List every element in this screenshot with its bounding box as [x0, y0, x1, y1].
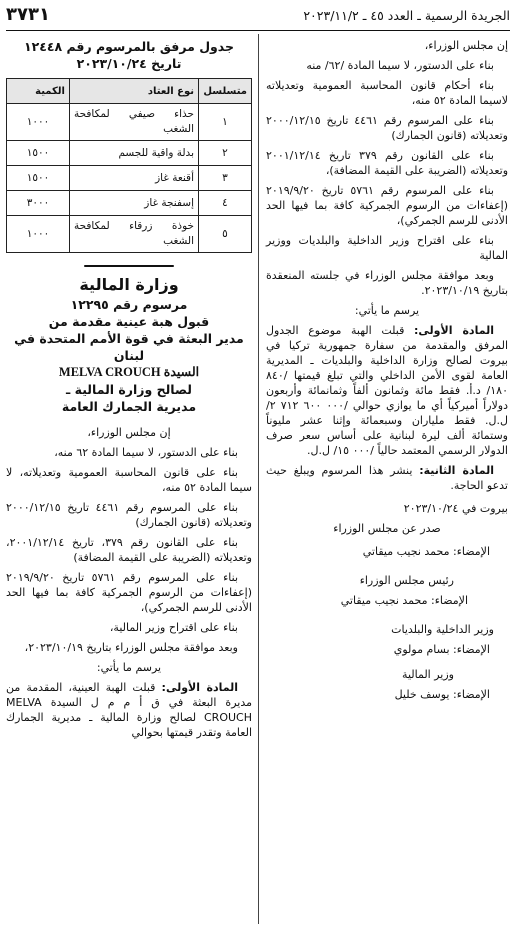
rc-para-0: إن مجلس الوزراء،: [424, 39, 508, 52]
signature-title: رئيس مجلس الوزراء: [359, 574, 454, 587]
rc-article-2: [266, 463, 508, 493]
lc-para-7: وبعد موافقة مجلس الوزراء بتاريخ ٢٠٢٣/١٠/١٩،: [24, 641, 238, 654]
lc-para-4: بناء على القانون رقم ٣٧٩، تاريخ ٢٠٠١/١٢/١٤، وتعديلاته (الضريبة على القيمة المضافة): [6, 536, 252, 564]
decree-line: مديرية الجمارك العامة: [61, 399, 197, 414]
signature-name: الإمضاء: يوسف خليل: [394, 688, 490, 701]
decree-line: قبول هبة عينية مقدمة من: [48, 314, 210, 329]
table-row: [7, 191, 252, 216]
cell-serial: ٥: [199, 216, 252, 253]
lc-article-1: [6, 680, 252, 740]
table-title-line1: جدول مرفق بالمرسوم رقم ١٢٤٤٨: [23, 39, 235, 54]
rc-article-2-text: ينشر هذا المرسوم ويبلغ حيث تدعو الحاجة.: [266, 464, 508, 492]
signature-block-3: [266, 667, 508, 702]
decree-number: مرسوم رقم ١٢٢٩٥: [70, 297, 188, 312]
table-title: [6, 38, 252, 72]
rc-date-line: بيروت في ٢٠٢٣/١٠/٢٤: [403, 502, 508, 515]
signature-block-2: [266, 622, 508, 657]
cell-type: إسفنجة غاز: [70, 191, 199, 216]
signature-title: وزير الداخلية والبلديات: [391, 623, 494, 636]
decree-heading: [6, 296, 252, 415]
cell-serial: ١: [199, 104, 252, 141]
cell-qty: ١٠٠٠: [7, 216, 70, 253]
rc-para-1: بناء على الدستور، لا سيما المادة /٦٢/ منه: [306, 59, 494, 72]
section-divider: [84, 263, 174, 269]
lc-article-1-title: المادة الأولى:: [161, 681, 238, 694]
lc-para-1: بناء على الدستور، لا سيما المادة ٦٢ منه،: [54, 446, 238, 459]
left-column: [6, 38, 252, 745]
lc-para-8: يرسم ما يأتي:: [96, 661, 162, 674]
table-row: [7, 104, 252, 141]
lc-para-0: إن مجلس الوزراء،: [87, 426, 171, 439]
lc-article-1-text: قبلت الهبة العينية، المقدمة من مديرة البعثة في ق أ م م ل السيدة MELVA CROUCH لصالح وزارة المالية ـ مديرية الجمارك العامة وتقدر قيمتها بحوالي: [6, 681, 252, 739]
lc-para-2: بناء على قانون المحاسبة العمومية وتعديلاته، لا سيما المادة ٥٢ منه،: [6, 466, 252, 494]
page-header: [6, 4, 510, 31]
rc-para-8: يرسم ما يأتي:: [354, 304, 420, 317]
table-row: [7, 141, 252, 166]
signature-title: وزير المالية: [402, 668, 454, 681]
signature-name: الإمضاء: محمد نجيب ميقاتي: [340, 594, 468, 607]
decree-line: السيدة MELVA CROUCH: [58, 365, 200, 379]
cell-serial: ٢: [199, 141, 252, 166]
cell-type: حذاء صيفي لمكافحة الشغب: [70, 104, 199, 141]
signature-block-0: [266, 544, 508, 559]
lc-para-3: بناء على المرسوم رقم ٤٤٦١ تاريخ ٢٠٠٠/١٢/١٥ وتعديلاته (قانون الجمارك): [6, 501, 252, 529]
cell-qty: ١٥٠٠: [7, 141, 70, 166]
rc-para-4: بناء على القانون رقم ٣٧٩ تاريخ ٢٠٠١/١٢/١٤ وتعديلاته (الضريبة على القيمة المضافة)،: [266, 149, 508, 177]
rc-issuer: صدر عن مجلس الوزراء: [333, 522, 441, 535]
col-header-serial: متسلسل: [199, 79, 252, 104]
rc-para-3: بناء على المرسوم رقم ٤٤٦١ تاريخ ٢٠٠٠/١٢/١٥ وتعديلاته (قانون الجمارك): [266, 114, 508, 142]
rc-para-2: بناء أحكام قانون المحاسبة العمومية وتعديلاته لاسيما المادة ٥٢ منه،: [266, 79, 508, 107]
gazette-title: الجريدة الرسمية ـ العدد ٤٥ ـ ٢٠٢٣/١١/٢: [303, 8, 510, 23]
cell-type: خوذة زرقاء لمكافحة الشغب: [70, 216, 199, 253]
cell-qty: ٣٠٠٠: [7, 191, 70, 216]
cell-serial: ٣: [199, 166, 252, 191]
cell-type: بدلة واقية للجسم: [70, 141, 199, 166]
table-header-row: [7, 79, 252, 104]
rc-para-7: وبعد موافقة مجلس الوزراء في جلسته المنعقدة بتاريخ ٢٠٢٣/١٠/١٩.: [266, 269, 508, 297]
rc-article-1: [266, 323, 508, 458]
table-title-line2: تاريخ ٢٠٢٣/١٠/٢٤: [76, 56, 182, 71]
signature-name: الإمضاء: محمد نجيب ميقاتي: [362, 545, 490, 558]
cell-qty: ١٥٠٠: [7, 166, 70, 191]
cell-type: أقنعة غاز: [70, 166, 199, 191]
page-number: ٣٧٣١: [6, 4, 50, 25]
ministry-title: وزارة المالية: [79, 275, 179, 294]
rc-para-6: بناء على اقتراح وزير الداخلية والبلديات ووزير المالية: [266, 234, 508, 262]
rc-article-1-title: المادة الأولى:: [414, 324, 494, 337]
decree-line: مدير البعثة في قوة الأمم المتحدة في لبنان: [14, 331, 244, 363]
rc-para-5: بناء على المرسوم رقم ٥٧٦١ تاريخ ٢٠١٩/٩/٢٠ (إعفاءات من الرسوم الجمركية كافة بما فيها الحد الأدنى للرسم الجمركي)،: [266, 184, 508, 227]
col-header-qty: الكمية: [7, 79, 70, 104]
cell-qty: ١٠٠٠: [7, 104, 70, 141]
table-row: [7, 216, 252, 253]
table-row: [7, 166, 252, 191]
right-column: [266, 38, 508, 707]
cell-serial: ٤: [199, 191, 252, 216]
signature-name: الإمضاء: بسام مولوي: [393, 643, 490, 656]
signature-block-1: [266, 573, 508, 608]
lc-para-6: بناء على اقتراح وزير المالية،: [109, 621, 238, 634]
rc-article-2-title: المادة الثانية:: [419, 464, 494, 477]
lc-para-5: بناء على المرسوم رقم ٥٧٦١ تاريخ ٢٠١٩/٩/٢٠ (إعفاءات من الرسوم الجمركية كافة بما فيها الحد الأدنى للرسم الجمركي)،: [6, 571, 252, 614]
decree-line: لصالح وزارة المالية ـ: [66, 382, 192, 397]
equipment-table: [6, 78, 252, 253]
col-header-type: نوع العتاد: [70, 79, 199, 104]
rc-article-1-text: قبلت الهبة موضوع الجدول المرفق والمقدمة من سفارة جمهورية تركيا في بيروت لصالح وزارة الداخلية والبلديات ـ المديرية العامة لقوى الأمن الداخلي والتي تبلغ قيمتها /٨٤٠ ١٨٠/ د.أ. فقط مائة وثمانون ألفاً وثمانمائة وأربعون دولاراً أميركياً أي ما يوازي حوالي /٠٠٠ ٦٠٠ ٧١٢ ٢/ ل.ل. فقط ملياران وسبعمائة وإثنا عشر مليوناً وستمائة ألف ليرة لبنانية على أساس سعر صرف الدولار الرسمي المعتمد حالياً /٠٠٠ ١٥/ ل.ل.: [266, 324, 508, 457]
column-divider: [258, 34, 259, 924]
